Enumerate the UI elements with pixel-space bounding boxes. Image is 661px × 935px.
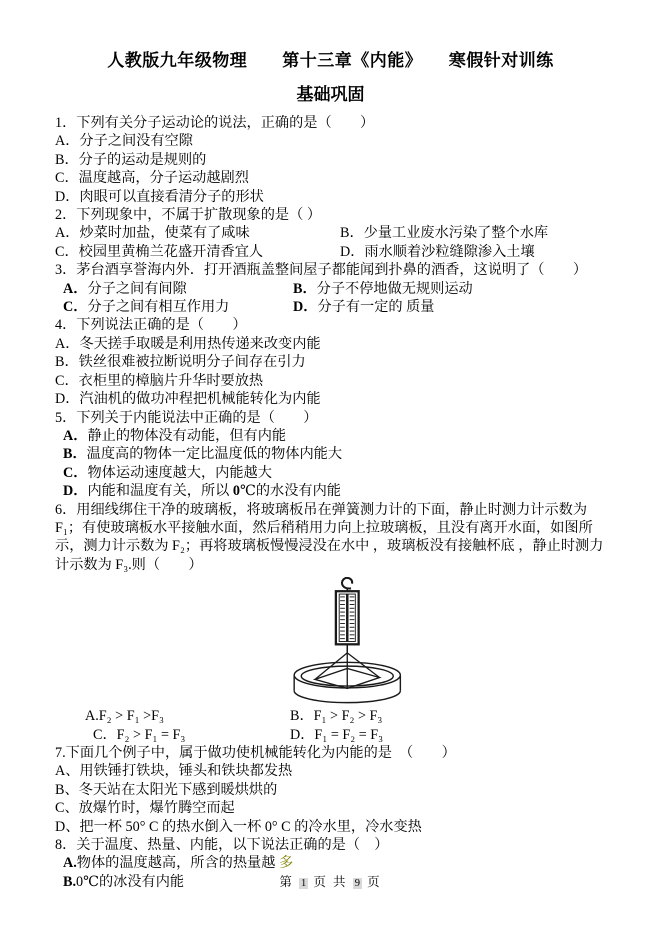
- question-8-option-b: B.0℃的冰没有内能: [63, 873, 185, 890]
- question-6-stem-line-1: 6．用细线绑住干净的玻璃板，将玻璃板吊在弹簧测力计的下面，静止时测力计示数为: [55, 501, 588, 518]
- question-2-option-c: C．校园里黄桷兰花盛开清香宜人: [55, 243, 264, 260]
- question-6-options-row-1: [55, 707, 617, 725]
- document-body: [55, 114, 617, 891]
- question-1-stem: 1．下列有关分子运动论的说法，正确的是（ ）: [55, 115, 375, 131]
- section-title: 基础巩固: [296, 85, 365, 104]
- question-2-stem: 2．下列现象中，不属于扩散现象的是（ ）: [55, 207, 322, 224]
- question-1-option-c: C．温度越高，分子运动越剧烈: [55, 170, 249, 187]
- question-6-option-c: C．F₂ > F₁ = F₃: [93, 726, 186, 743]
- question-3-option-b: B．分子不停地做无规则运动: [293, 280, 473, 297]
- question-4-option-c: C．衣柜里的樟脑片升华时要放热: [55, 372, 264, 389]
- question-6-options-row-2: [55, 726, 617, 744]
- question-6-option-b: B．F₁ > F₂ > F₃: [290, 708, 383, 725]
- question-6-stem-line-2: F₁；有使玻璃板水平接触水面，然后稍稍用力向上拉玻璃板，且没有离开水面，如图所: [55, 519, 593, 536]
- question-3-option-d: D．分子有一定的 质量: [293, 299, 435, 316]
- total-page-count: 9: [354, 878, 360, 889]
- footer-middle: 页 共: [313, 875, 348, 889]
- question-7-option-b: B、冬天站在太阳光下感到暖烘烘的: [55, 781, 278, 798]
- question-7-option-d: D、把一杯 50° C 的热水倒入一杯 0° C 的冷水里，冷水变热: [55, 818, 422, 835]
- question-6-stem-line-3: 示，测力计示数为 F₂；再将玻璃板慢慢浸没在水中 ，玻璃板没有接触杯底 ，静止时测力: [55, 538, 604, 555]
- question-5-option-c: C．物体运动速度越大，内能越大: [63, 464, 272, 481]
- question-7-option-a: A、用铁锤打铁块，锤头和铁块都发热: [55, 763, 293, 780]
- question-3-options-row-1: [55, 280, 617, 298]
- question-7-stem: 7.下面几个例子中，属于做功使机械能转化为内能的是 （ ）: [55, 744, 456, 761]
- spring-scale-icon: [267, 577, 437, 705]
- question-6-option-a: A.F₂ > F₁ >F₃: [85, 708, 164, 725]
- question-2-options-row-2: [55, 243, 617, 261]
- highlighted-character: 多: [278, 855, 294, 872]
- question-2-options-row-1: [55, 224, 617, 242]
- question-3-stem: 3．茅台酒享誉海内外．打开酒瓶盖整间屋子都能闻到扑鼻的酒香，这说明了（ ）: [55, 262, 588, 279]
- question-5-stem: 5．下列关于内能说法中正确的是（ ）: [55, 409, 318, 426]
- question-3-options-row-2: [55, 298, 617, 316]
- page-footer: [0, 872, 661, 890]
- question-4-stem: 4．下列说法正确的是（ ）: [55, 317, 247, 334]
- question-4-option-b: B．铁丝很难被拉断说明分子间存在引力: [55, 354, 306, 371]
- question-3-option-c: C．分子之间有相互作用力: [63, 299, 230, 316]
- question-5-option-b: B．温度高的物体一定比温度低的物体内能大: [63, 446, 343, 463]
- question-7-option-c: C、放爆竹时，爆竹腾空而起: [55, 800, 235, 817]
- question-2-option-d: D．雨水顺着沙粒缝隙渗入土壤: [340, 243, 535, 260]
- question-5-option-d: D．内能和温度有关，所以 0℃的水没有内能: [63, 483, 341, 500]
- footer-suffix: 页: [367, 875, 382, 889]
- footer-prefix: 第: [279, 875, 294, 889]
- current-page-number: 1: [301, 878, 307, 889]
- question-1-option-b: B．分子的运动是规则的: [55, 151, 207, 168]
- question-2-option-b: B．少量工业废水污染了整个水库: [340, 225, 549, 242]
- scale-top-hook: [342, 578, 352, 589]
- question-1-option-a: A．分子之间没有空隙: [55, 133, 193, 150]
- document-title: 人教版九年级物理 第十三章《内能》 寒假针对训练: [107, 51, 554, 70]
- question-6-stem-line-4: 计示数为 F₃.则（ ）: [55, 556, 203, 573]
- question-4-option-d: D．汽油机的做功冲程把机械能转化为内能: [55, 391, 321, 408]
- question-1-option-d: D．肉眼可以直接看清分子的形状: [55, 188, 264, 205]
- question-6-figure: [267, 577, 437, 705]
- question-6-option-d: D．F₁ = F₂ = F₃: [290, 726, 384, 743]
- question-2-option-a: A．炒菜时加盐，使菜有了咸味: [55, 225, 250, 242]
- question-3-option-a: A．分子之间有间隙: [63, 280, 187, 297]
- question-8-stem: 8．关于温度、热量、内能，以下说法正确的是（ ）: [55, 837, 389, 853]
- question-5-option-a: A．静止的物体没有动能，但有内能: [63, 427, 287, 444]
- question-8-option-a: A.物体的温度越高，所含的热量越 多: [63, 855, 294, 872]
- question-4-option-a: A．冬天搓手取暖是利用热传递来改变内能: [55, 335, 321, 352]
